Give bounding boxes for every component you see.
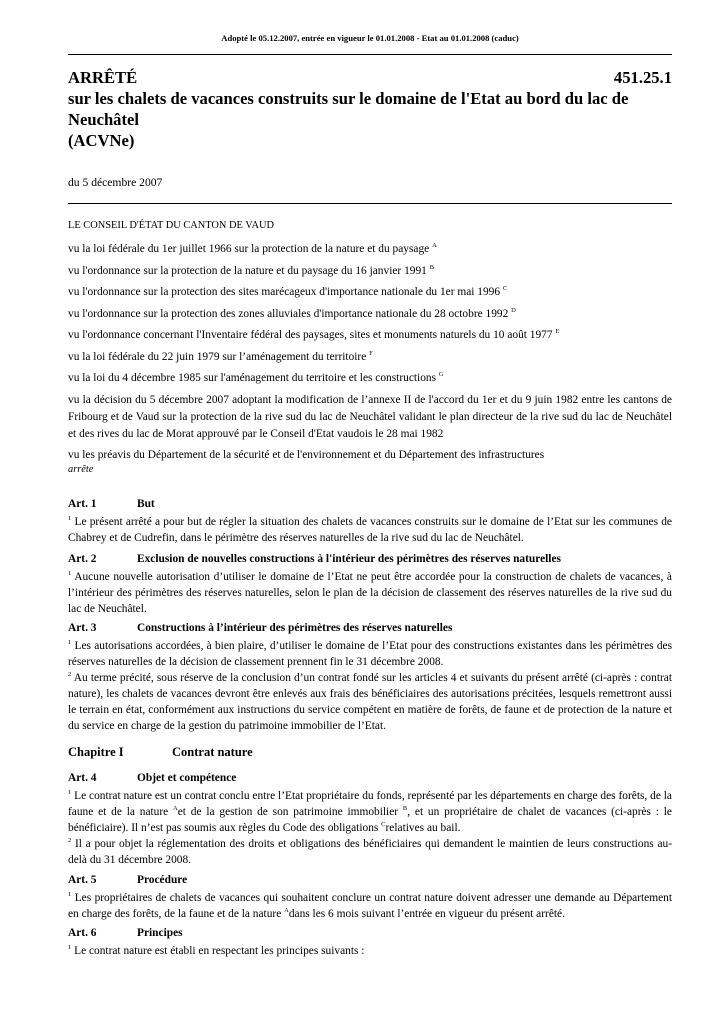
council-heading: LE CONSEIL D'ÉTAT DU CANTON DE VAUD bbox=[68, 220, 274, 231]
vu-item: vu la loi fédérale du 1er juillet 1966 sur la protection de la nature et du paysage $^A$ bbox=[68, 242, 437, 255]
article-paragraph: $^1$ Les autorisations accordées, à bien plaire, d’utiliser le domaine de l’Etat pour des constructions existantes dans les périmètres des réserves naturelles de la décision de classement prennent fin le 31 décembre 2008. bbox=[68, 639, 672, 668]
article-5 bbox=[68, 872, 672, 922]
vu-item: vu la loi fédérale du 22 juin 1979 sur l’aménagement du territoire $^F$ bbox=[68, 349, 373, 363]
article-number: Art. 4 bbox=[68, 772, 97, 784]
article-title: Procédure bbox=[137, 874, 188, 886]
vu-item: vu la loi du 4 décembre 1985 sur l'aménagement du territoire et les constructions $^G$ bbox=[68, 371, 444, 384]
article-paragraph: $^1$ Le présent arrêté a pour but de régler la situation des chalets de vacances construits sur le domaine de l’Etat sur les communes de Chabrey et de Cudrefin, dans le périmètre des réserves naturelles de la rive sud du lac de Neuchâtel. bbox=[68, 515, 672, 544]
title-line2: Neuchâtel bbox=[68, 110, 139, 129]
title-block bbox=[68, 67, 672, 151]
article-1 bbox=[68, 496, 672, 546]
article-number: Art. 1 bbox=[68, 498, 97, 510]
article-title: Constructions à l’intérieur des périmètres des réserves naturelles bbox=[137, 622, 453, 634]
article-2 bbox=[68, 551, 672, 617]
vu-item: vu la décision du 5 décembre 2007 adoptant la modification de l’annexe II de l'accord du 1er et du 9 juin 1982 entre les cantons de Fribourg et de Vaud sur la protection de la rive sud du lac de Neuchâtel validant le plan directeur de la rive sud du lac de Neuchâtel et des rives du lac de Morat approuvé par le Conseil d'Etat vaudois le 28 mai 1982 bbox=[68, 393, 672, 440]
article-4 bbox=[68, 770, 672, 868]
date-rule bbox=[68, 203, 672, 204]
article-number: Art. 6 bbox=[68, 927, 97, 939]
article-6 bbox=[68, 925, 672, 959]
title-abbr: (ACVNe) bbox=[68, 131, 135, 150]
article-title: Objet et compétence bbox=[137, 772, 237, 784]
vu-item: vu l'ordonnance sur la protection de la nature et du paysage du 16 janvier 1991 $^B$ bbox=[68, 263, 435, 277]
article-paragraph: $^1$ Le contrat nature est un contrat conclu entre l’Etat propriétaire du fonds, représenté par les départements en charge des forêts, de la faune et de la nature $^A$et de la gestion de son patrimoine immobilier $^B$, et un propriétaire de chalet de vacances (ci-après : le bénéficiaire). Il n’est pas soumis aux règles du Code des obligations $^C$relatives au bail. bbox=[68, 789, 672, 834]
article-paragraph: $^1$ Les propriétaires de chalets de vacances qui souhaitent conclure un contrat nature doivent adresser une demande au Département en charge des forêts, de la faune et de la nature $^A$dans les 6 mois suivant l’entrée en vigueur du présent arrêté. bbox=[68, 891, 672, 920]
article-title: Exclusion de nouvelles constructions à l'intérieur des périmètres des réserves naturelles bbox=[137, 553, 561, 565]
top-rule bbox=[68, 54, 672, 55]
article-title: But bbox=[137, 498, 155, 510]
title-kind: ARRÊTÉ bbox=[68, 68, 138, 87]
vu-item: vu l'ordonnance concernant l'Inventaire fédéral des paysages, sites et monuments naturels du 10 août 1977 $^E$ bbox=[68, 328, 560, 341]
article-paragraph: $^1$ Aucune nouvelle autorisation d’utiliser le domaine de l’Etat ne peut être accordée pour la construction de chalets de vacances, à l’intérieur des périmètres des réserves naturelles, selon le plan de la décision de classement des réserves naturelles de la rive sud du lac de Neuchâtel. bbox=[68, 570, 672, 615]
article-number: Art. 3 bbox=[68, 622, 97, 634]
article-paragraph: $^2$ Au terme précité, sous réserve de la conclusion d’un contrat fondé sur les articles 4 et suivants du présent arrêté (ci-après : contrat nature), les chalets de vacances devront être enlevés aux frais des bénéficiaires des autorisations précitées, lesquels remettront aussi le terrain en état, conformément aux instructions du service compétent en matière de forêts, de faune et de protection de la nature et du service en charge de la gestion du patrimoine immobilier de l’Etat. bbox=[68, 671, 672, 732]
article-paragraph: $^1$ Le contrat nature est établi en respectant les principes suivants : bbox=[68, 944, 365, 957]
document-date: du 5 décembre 2007 bbox=[68, 176, 163, 189]
title-line1: sur les chalets de vacances construits sur le domaine de l'Etat au bord du lac de bbox=[68, 89, 629, 108]
vu-item: vu les préavis du Département de la sécurité et de l'environnement et du Département des infrastructures bbox=[68, 449, 545, 461]
header-note: Adopté le 05.12.2007, entrée en vigueur le 01.01.2008 - Etat au 01.01.2008 (caduc) bbox=[221, 33, 519, 43]
vu-item: vu l'ordonnance sur la protection des sites marécageux d'importance nationale du 1er mai 1996 $^C$ bbox=[68, 285, 508, 298]
law-number: 451.25.1 bbox=[613, 68, 672, 87]
article-3 bbox=[68, 620, 672, 734]
article-title: Principes bbox=[137, 927, 183, 939]
vu-item: vu l'ordonnance sur la protection des zones alluviales d'importance nationale du 28 octobre 1992 $^D$ bbox=[68, 306, 516, 320]
article-paragraph: $^2$ Il a pour objet la réglementation des droits et obligations des bénéficiaires qui demandent le maintien de leurs constructions au-delà du 31 décembre 2008. bbox=[68, 837, 672, 866]
vu-list bbox=[68, 241, 672, 469]
arrete-word: arrête bbox=[68, 464, 94, 475]
article-number: Art. 5 bbox=[68, 874, 97, 886]
chapter-heading: Chapitre I Contrat nature bbox=[68, 745, 253, 759]
article-number: Art. 2 bbox=[68, 553, 97, 565]
